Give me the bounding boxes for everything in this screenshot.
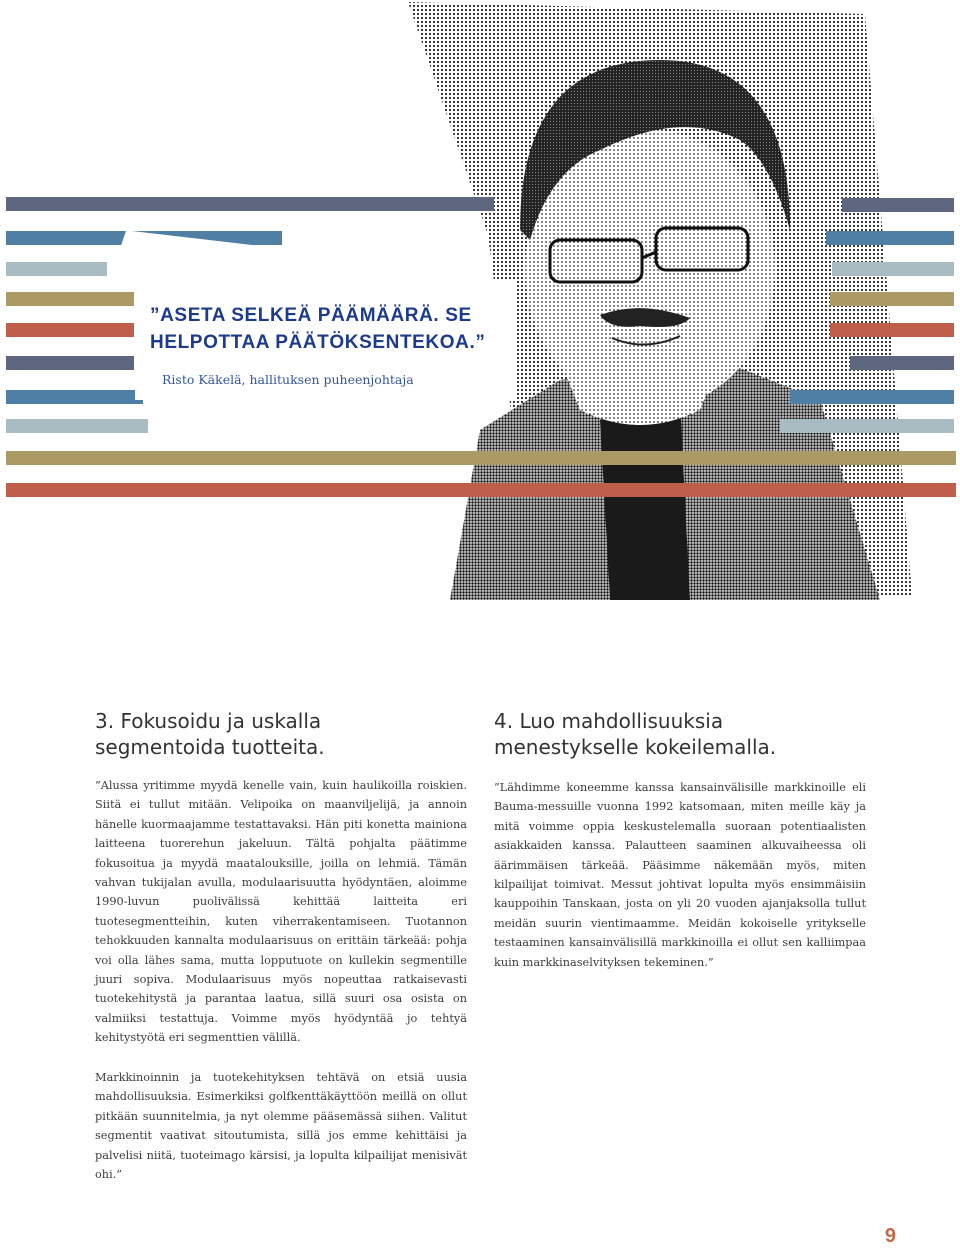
stripe-grey (780, 419, 954, 433)
section3-heading: 3. Fokusoidu ja uskalla segmentoida tuotteita. (95, 709, 325, 759)
stripe-slate (6, 197, 494, 211)
stripe-blue (790, 390, 954, 404)
stripe-slate (850, 356, 954, 370)
stripe-gold (830, 292, 954, 306)
page-number: 9 (884, 1225, 896, 1247)
section4-heading: 4. Luo mahdollisuuksia menestykselle kokeilemalla. (494, 709, 777, 759)
section4-paragraph1: ”Lähdimme koneemme kanssa kansainvälisille markkinoille eli Bauma-messuille vuonna 1992 katsomaan, miten meille käy ja mitä voimme oppia keskustelemalla suoraan potentiaalisten asiakkaiden kanssa. Palautteen saaminen alkuvaiheessa oli äärimmäisen tärkeää. Pääsimme näkemään myös, miten kilpailijat toimivat. Messut johtivat lopulta myös ensimmäisiin kauppoihin Tanskaan, josta on yli 20 vuoden ajanjaksolla tullut meidän suurin vientimaamme. Meidän kokoiselle yritykselle testaaminen kansainvälisillä markkinoilla ei ollut sen kalliimpaa kuin markkinaselvityksen tekeminen.” (494, 781, 866, 969)
stripe-blue (6, 390, 143, 404)
stripe-blue (6, 231, 126, 245)
stripe-red (6, 323, 134, 337)
stripe-grey (6, 262, 107, 276)
stripe-gold (6, 451, 956, 465)
stripe-grey (6, 419, 148, 433)
quote-attribution: Risto Käkelä, hallituksen puheenjohtaja (162, 372, 414, 387)
stripe-gold (6, 292, 134, 306)
stripe-grey (832, 262, 954, 276)
stripe-red (830, 323, 954, 337)
section3-paragraph1: ”Alussa yritimme myydä kenelle vain, kuin haulikoilla roiskien. Siitä ei tullut mitään. Velipoika on maanviljelijä, ja annoin hänelle kuormaajamme testattavaksi. Hän piti konetta mainiona laitteena tuorerehun jakeluun. Tältä pohjalta päätimme fokusoitua ja myydä maatalouksille, joilla on lehmiä. Tämän vahvan tukijalan avulla, modulaarisuutta hyödyntäen, aloimme 1990-luvun puolivälissä kehittää laitteita eri tuotesegmentteihin, kuten viherrakentamiseen. Tuotannon tehokkuuden kannalta modulaarisuus on erittäin tärkeää: pohja voi olla lähes sama, mutta lopputuote on kullekin segmentille juuri sopiva. Modulaarisuus myös nopeuttaa ratkaisevasti tuotekehitystä ja parantaa laatua, sillä suuri osa osista on valmiiksi testattuja. Voimme myös hyödyntää jo tehtyä kehitystyötä eri segmenttien välillä. (95, 779, 467, 1045)
stripe-red (6, 483, 956, 497)
stripe-slate (6, 356, 134, 370)
stripe-blue (826, 231, 954, 245)
stripe-slate (842, 198, 954, 212)
section3-paragraph2: Markkinoinnin ja tuotekehityksen tehtävä on etsiä uusia mahdollisuuksia. Esimerkiksi golfkenttäkäyttöön meillä on ollut pitkään suunnitelmia, ja nyt olemme pääsemässä siihen. Valitut segmentit vaativat sitoutumista, sillä jos emme kehittäisi ja palvelisi niitä, tuoteimago kärsisi, ja lopulta kilpailijat menisivät ohi.” (95, 1071, 467, 1182)
photo-shirt (600, 400, 690, 600)
pull-quote: ”ASETA SELKEÄ PÄÄMÄÄRÄ. SE HELPOTTAA PÄÄTÖKSENTEKOA.” (150, 305, 486, 353)
